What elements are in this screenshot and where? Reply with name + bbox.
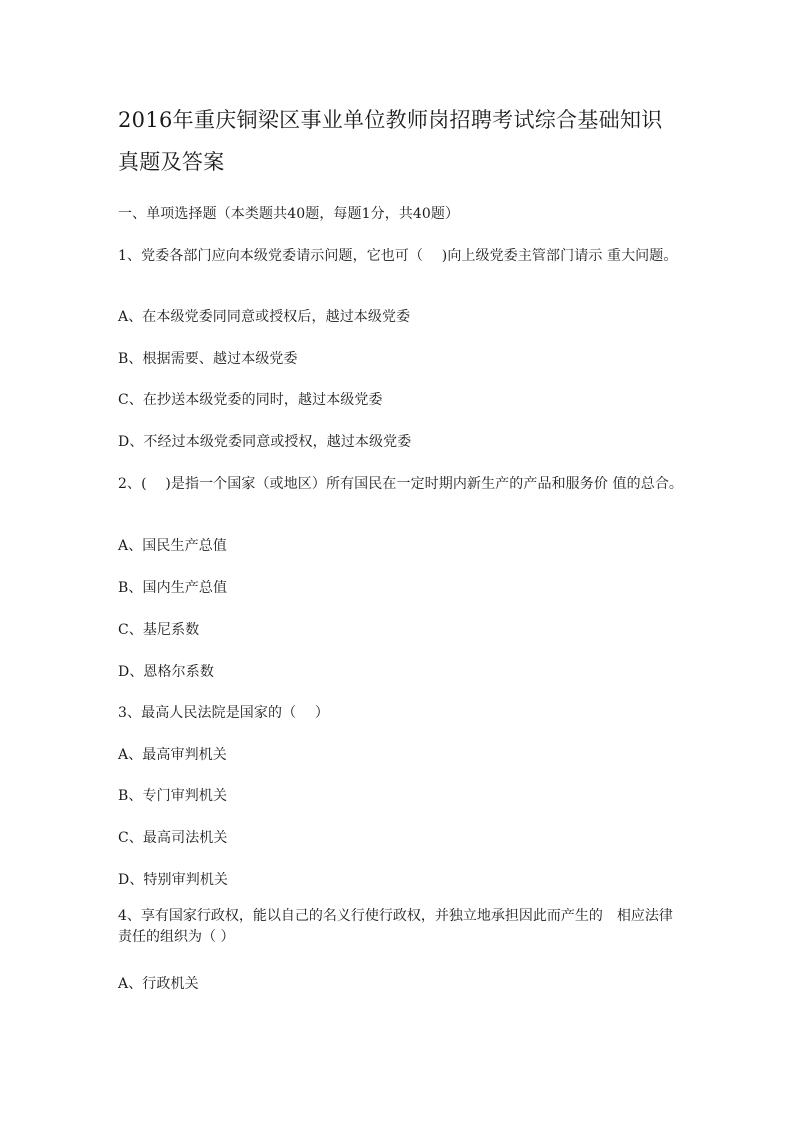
answer-option: A、国民生产总值 (118, 538, 227, 554)
question-stem: 1、党委各部门应向本级党委请示问题，它也可（ )向上级党委主管部门请示 重大问题。 (118, 248, 678, 264)
answer-option: D、特别审判机关 (118, 872, 229, 888)
answer-option: B、根据需要、越过本级党委 (118, 351, 298, 367)
answer-option: C、基尼系数 (118, 622, 200, 638)
question-stem: 3、最高人民法院是国家的（ ） (118, 705, 329, 721)
answer-option: B、专门审判机关 (118, 788, 228, 804)
answer-option: A、行政机关 (118, 976, 199, 992)
answer-option: A、在本级党委同同意或授权后，越过本级党委 (118, 309, 411, 325)
answer-option: D、恩格尔系数 (118, 664, 214, 680)
answer-option: C、在抄送本级党委的同时，越过本级党委 (118, 392, 383, 408)
answer-option: A、最高审判机关 (118, 747, 227, 763)
document-title-line1: 2016年重庆铜梁区事业单位教师岗招聘考试综合基础知识 (118, 108, 663, 132)
question-stem: 4、享有国家行政权，能以自己的名义行使行政权，并独立地承担因此而产生的 相应法律责任的组织为（ ） (118, 908, 673, 945)
answer-option: B、国内生产总值 (118, 580, 228, 596)
section-heading: 一、单项选择题（本类题共40题，每题1分，共40题） (118, 206, 460, 222)
answer-option: D、不经过本级党委同意或授权，越过本级党委 (118, 434, 412, 450)
answer-option: C、最高司法机关 (118, 830, 228, 846)
document-title-line2: 真题及答案 (118, 150, 225, 174)
question-stem: 2、( )是指一个国家（或地区）所有国民在一定时期内新生产的产品和服务价 值的总合。 (118, 476, 684, 492)
